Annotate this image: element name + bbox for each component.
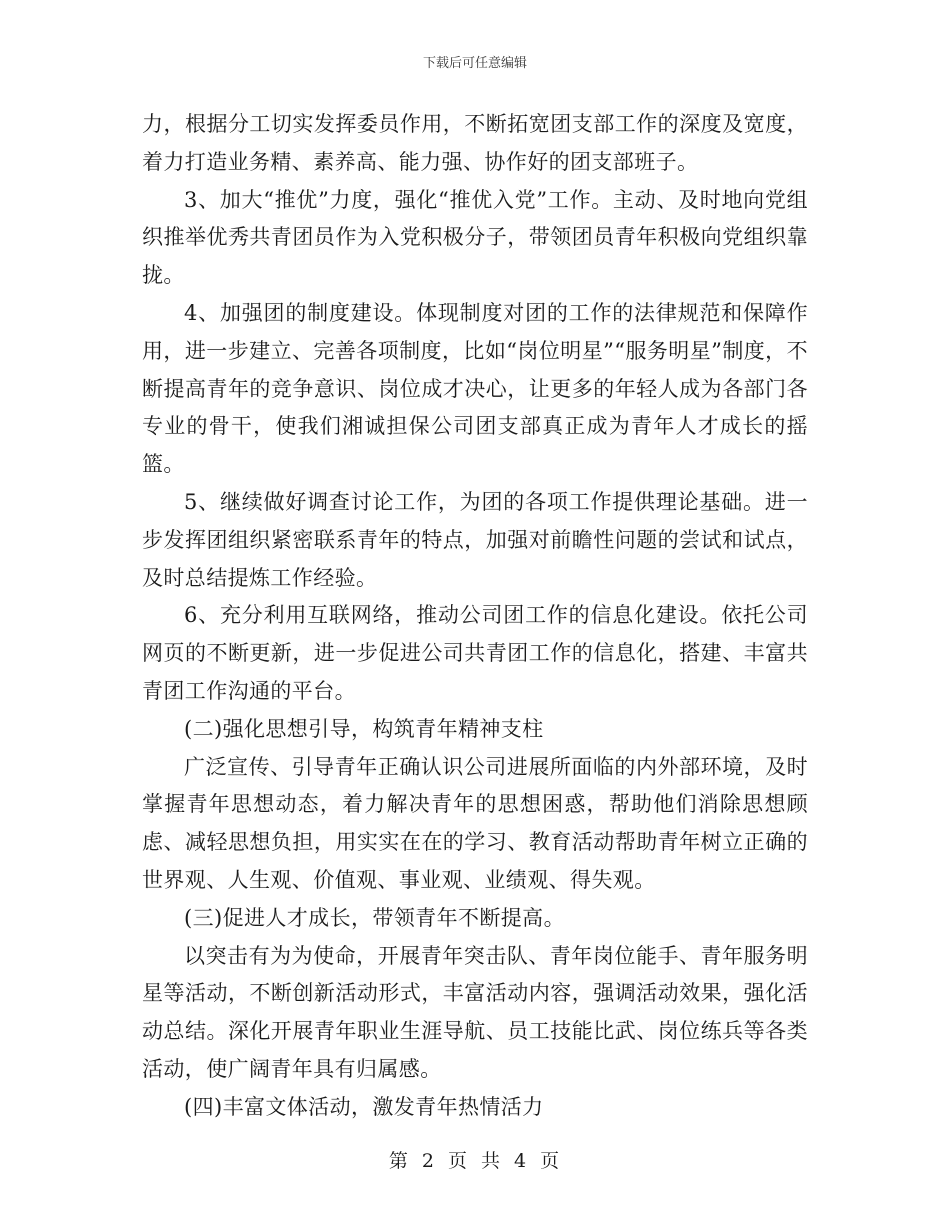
paragraph-item-6: 6、充分利用互联网络，推动公司团工作的信息化建设。依托公司网页的不断更新，进一步促进公司共青团工作的信息化，搭建、丰富共青团工作沟通的平台。 [142, 603, 808, 703]
paragraph-section-3-body: 以突击有为为使命，开展青年突击队、青年岗位能手、青年服务明星等活动，不断创新活动形式，丰富活动内容，强调活动效果，强化活动总结。深化开展青年职业生涯导航、员工技能比武、岗位练兵等各类活动，使广阔青年具有归属感。 [142, 943, 808, 1081]
page-footer: 第 2 页 共 4 页 [388, 1150, 562, 1172]
paragraph-item-3: 3、加大“推优”力度，强化“推优入党”工作。主动、及时地向党组织推举优秀共青团员作为入党积极分子，带领团员青年积极向党组织靠拢。 [142, 187, 808, 288]
section-heading-3: (三)促进人才成长，带领青年不断提高。 [184, 905, 565, 930]
page-header: 下载后可任意编辑 [422, 56, 527, 71]
section-heading-2: (二)强化思想引导，构筑青年精神支柱 [184, 716, 544, 741]
paragraph-continuation: 力，根据分工切实发挥委员作用，不断拓宽团支部工作的深度及宽度，着力打造业务精、素养高、能力强、协作好的团支部班子。 [142, 112, 808, 174]
paragraph-item-4: 4、加强团的制度建设。体现制度对团的工作的法律规范和保障作用，进一步建立、完善各项制度，比如“岗位明星”“服务明星”制度，不断提高青年的竞争意识、岗位成才决心，让更多的年轻人成为各部门各专业的骨干，使我们湘诚担保公司团支部真正成为青年人才成长的摇篮。 [142, 300, 808, 477]
section-heading-4: (四)丰富文体活动，激发青年热情活力 [184, 1094, 544, 1119]
paragraph-item-5: 5、继续做好调查讨论工作，为团的各项工作提供理论基础。进一步发挥团组织紧密联系青年的特点，加强对前瞻性问题的尝试和试点，及时总结提炼工作经验。 [142, 489, 808, 590]
document-body [142, 106, 808, 1127]
paragraph-section-2-body: 广泛宣传、引导青年正确认识公司进展所面临的内外部环境，及时掌握青年思想动态，着力解决青年的思想困惑，帮助他们消除思想顾虑、减轻思想负担，用实实在在的学习、教育活动帮助青年树立正确的世界观、人生观、价值观、事业观、业绩观、得失观。 [142, 754, 808, 892]
